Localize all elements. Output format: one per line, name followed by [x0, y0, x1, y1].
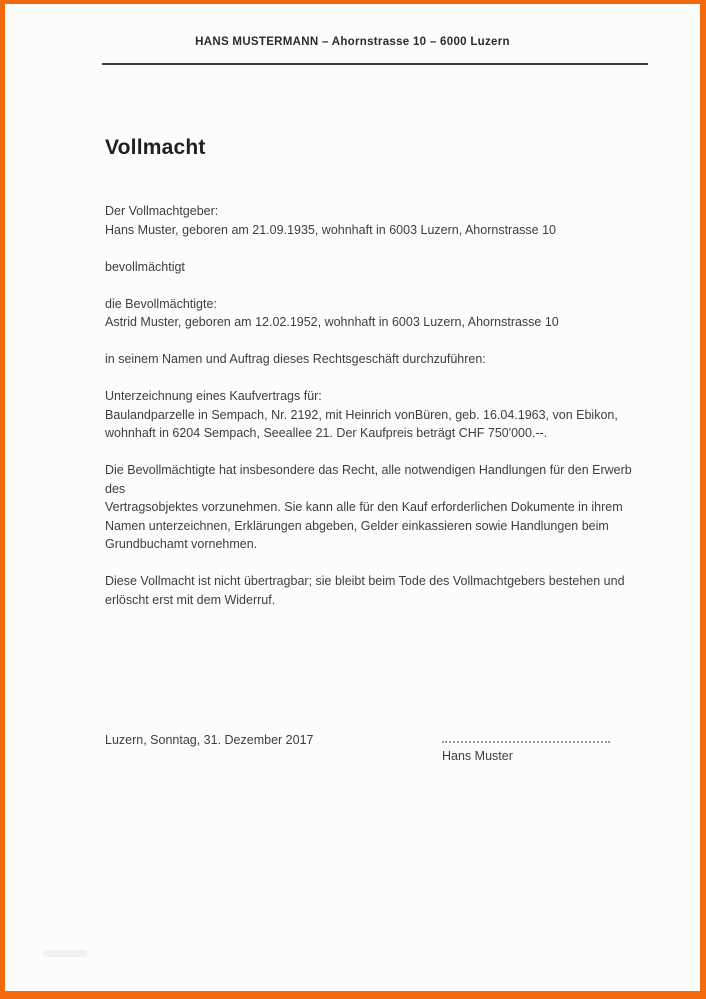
text-line: Die Bevollmächtigte hat insbesondere das Recht, alle notwendigen Handlungen für den Erwerb des — [105, 463, 632, 496]
paragraph-validity — [105, 572, 640, 609]
text-line: Namen unterzeichnen, Erklärungen abgeben, Gelder einkassieren sowie Handlungen beim — [105, 518, 609, 533]
signature-block — [442, 730, 610, 765]
text-line: Baulandparzelle in Sempach, Nr. 2192, mit Heinrich vonBüren, geb. 16.04.1963, von Ebikon, — [105, 407, 618, 422]
paragraph-grantee — [105, 295, 640, 332]
paragraph-grantor — [105, 202, 640, 239]
paragraph-authorizes — [105, 258, 640, 277]
text-line: Grundbuchamt vornehmen. — [105, 537, 258, 551]
text-line: die Bevollmächtigte: — [105, 296, 217, 311]
paragraph-contract-details — [105, 387, 640, 443]
text-line: wohnhaft in 6204 Sempach, Seeallee 21. Der Kaufpreis beträgt CHF 750'000.--. — [105, 426, 548, 440]
text-line: Hans Muster, geboren am 21.09.1935, wohnhaft in 6003 Luzern, Ahornstrasse 10 — [105, 222, 556, 237]
text-line: in seinem Namen und Auftrag dieses Rechtsgeschäft durchzuführen: — [105, 352, 486, 366]
faint-smudge — [43, 950, 87, 957]
letterhead-rule — [102, 63, 648, 65]
document-body — [105, 202, 640, 628]
text-line: Unterzeichnung eines Kaufvertrags für: — [105, 389, 322, 403]
text-line: bevollmächtigt — [105, 259, 185, 274]
paragraph-rights — [105, 461, 640, 554]
text-line: Astrid Muster, geboren am 12.02.1952, wohnhaft in 6003 Luzern, Ahornstrasse 10 — [105, 315, 559, 329]
text-line: Vertragsobjektes vorzunehmen. Sie kann alle für den Kauf erforderlichen Dokumente in ihrem — [105, 500, 623, 514]
paragraph-purpose-intro — [105, 350, 640, 369]
text-line: erlöscht erst mit dem Widerruf. — [105, 592, 276, 607]
place-date: Luzern, Sonntag, 31. Dezember 2017 — [105, 733, 314, 747]
text-line: Diese Vollmacht ist nicht übertragbar; sie bleibt beim Tode des Vollmachtgebers bestehen und — [105, 574, 625, 588]
letterhead-text: HANS MUSTERMANN – Ahornstrasse 10 – 6000 Luzern — [195, 36, 510, 48]
text-line: Der Vollmachtgeber: — [105, 204, 219, 218]
signature-name: Hans Muster — [442, 749, 513, 763]
signature-dotted-line — [442, 730, 610, 743]
document-title: Vollmacht — [105, 136, 206, 159]
